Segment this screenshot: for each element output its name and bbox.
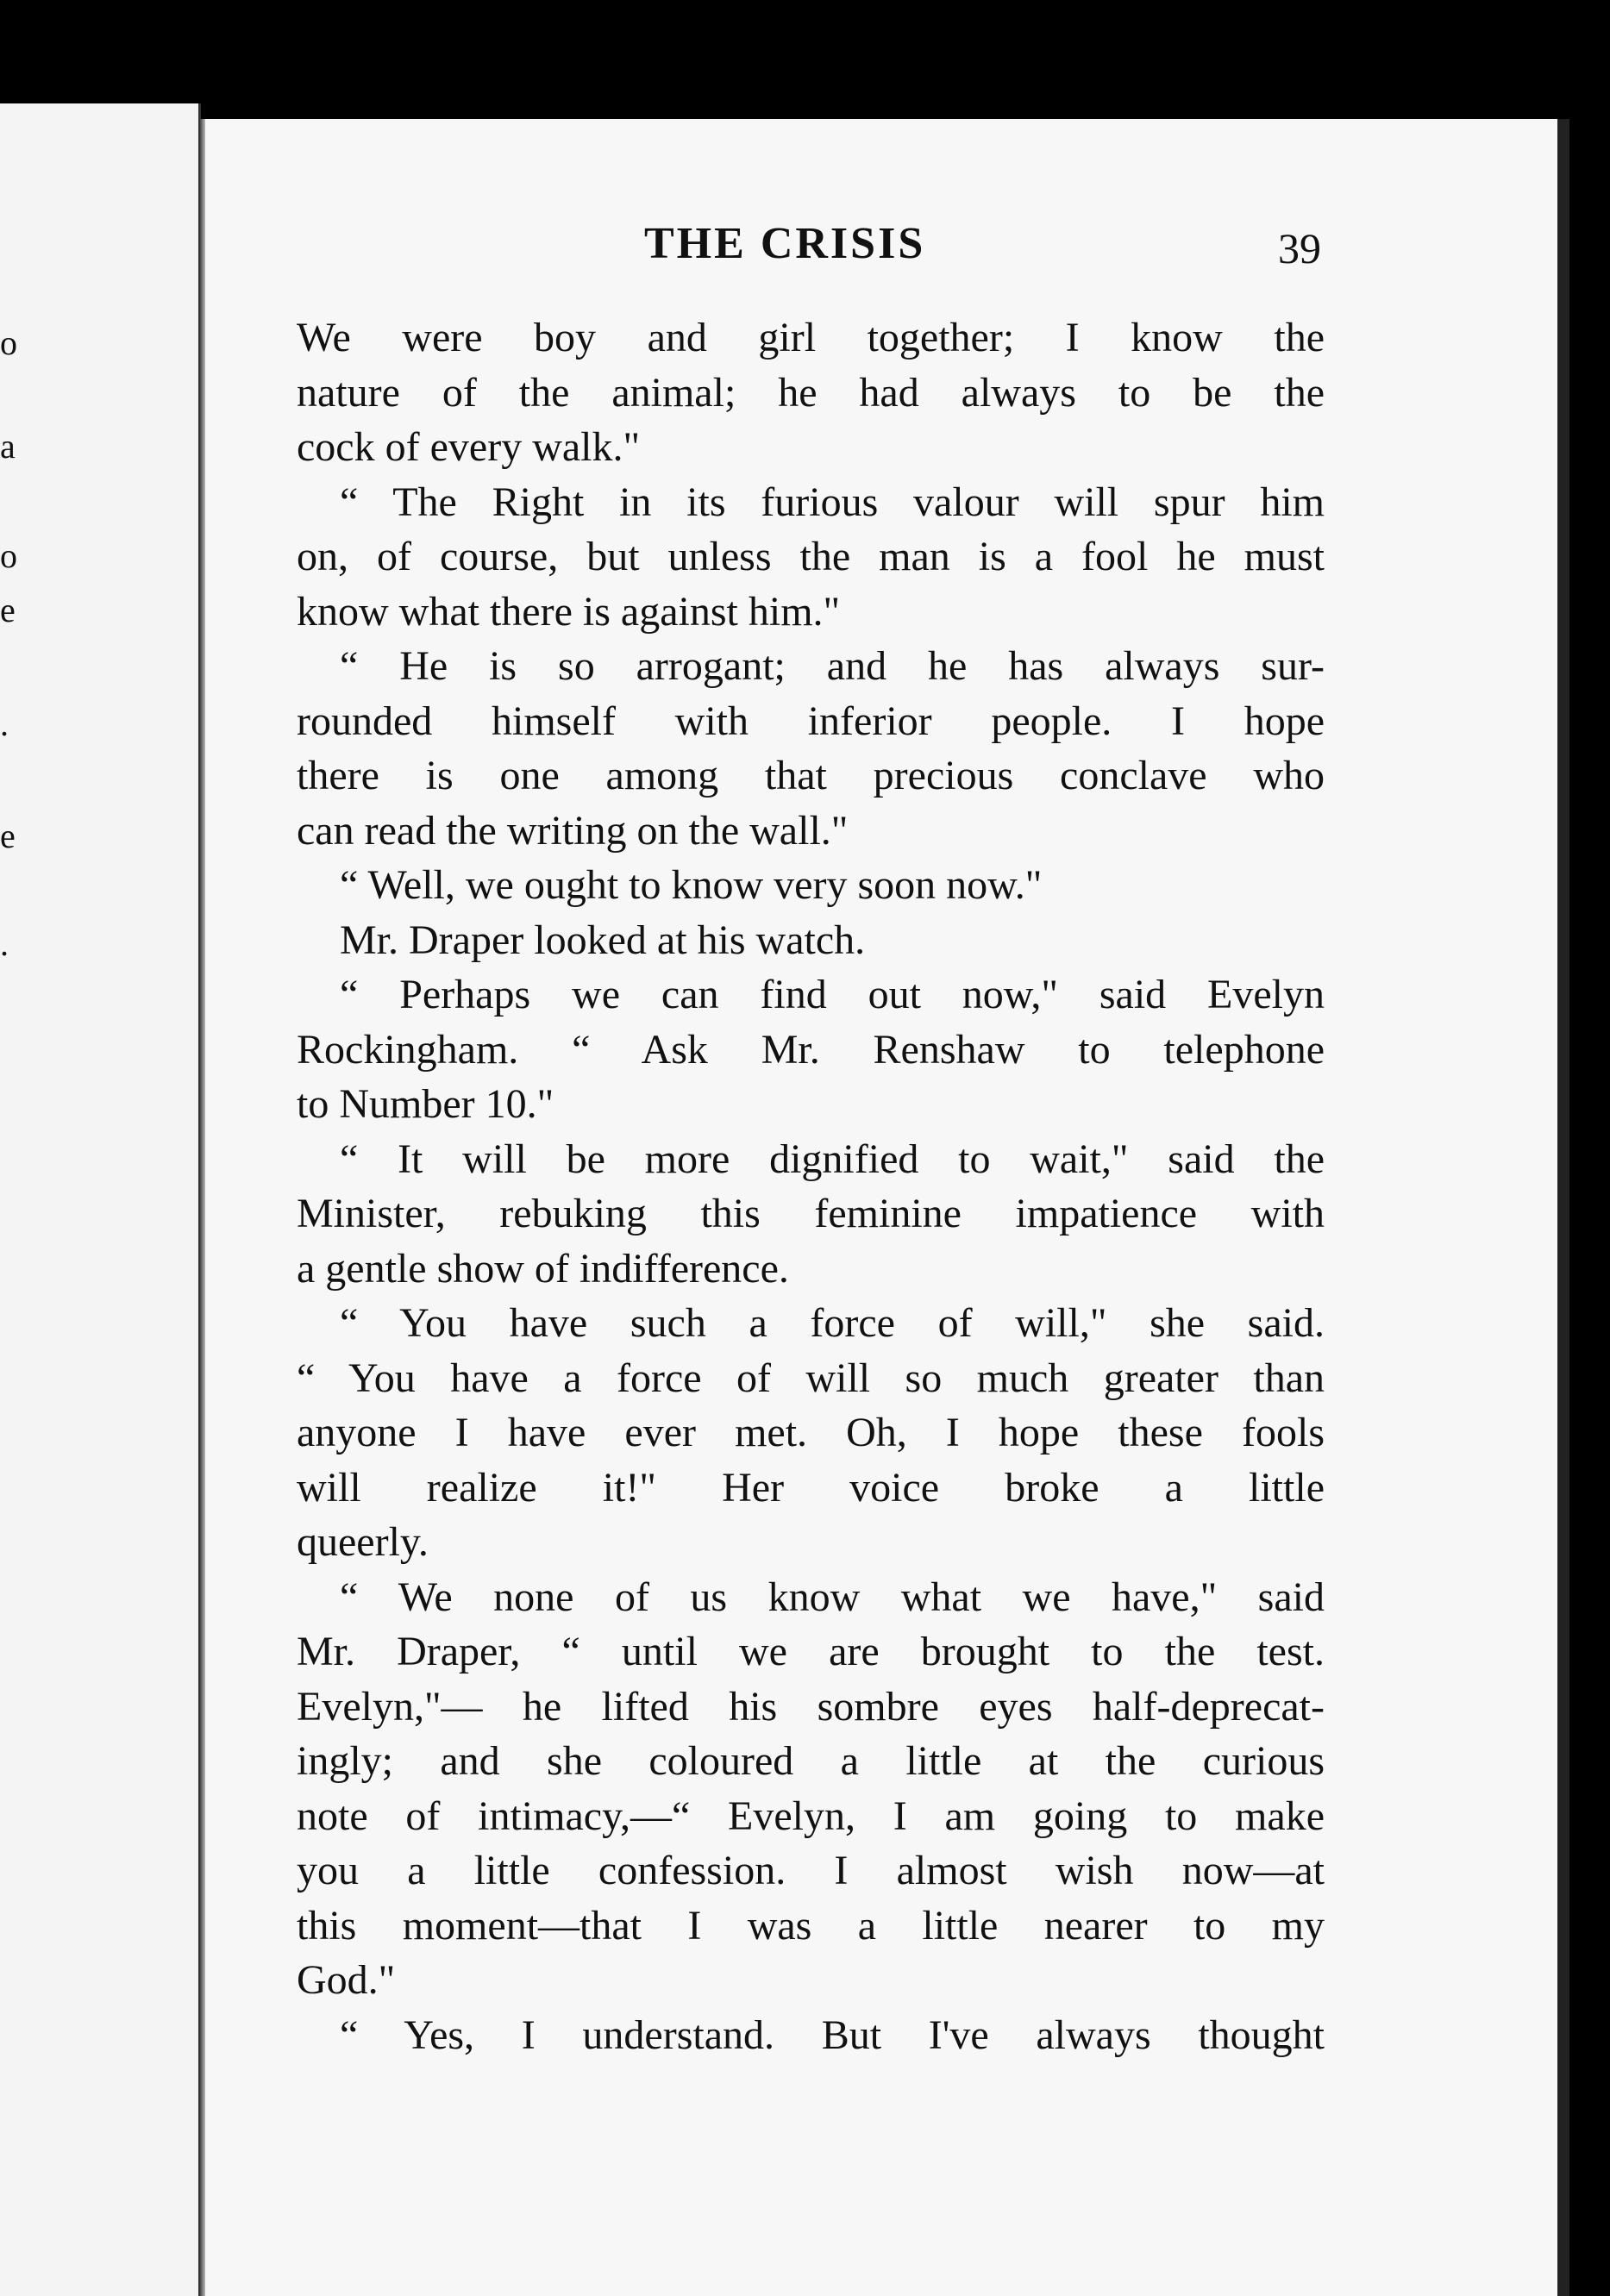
text-line: note of intimacy,—“ Evelyn, I am going to make bbox=[297, 1792, 1325, 1839]
text-line: “ Perhaps we can find out now," said Evelyn bbox=[340, 972, 1325, 1017]
left-page-fragment: a bbox=[0, 427, 16, 466]
page-number: 39 bbox=[1278, 224, 1321, 272]
text-line: We were boy and girl together; I know the bbox=[297, 315, 1325, 360]
text-line: ingly; and she coloured a little at the curious bbox=[297, 1738, 1325, 1784]
text-line: “ He is so arrogant; and he has always sur- bbox=[340, 643, 1325, 689]
text-line: to Number 10." bbox=[297, 1081, 554, 1127]
page-gutter bbox=[200, 119, 205, 2296]
text-line: rounded himself with inferior people. I hope bbox=[297, 698, 1325, 744]
text-line: nature of the animal; he had always to be the bbox=[297, 369, 1325, 416]
page-header bbox=[200, 218, 1569, 278]
text-line: Mr. Draper, “ until we are brought to the test. bbox=[297, 1629, 1325, 1674]
text-line: Rockingham. “ Ask Mr. Renshaw to telephone bbox=[297, 1026, 1325, 1073]
text-line: there is one among that precious conclave who bbox=[297, 753, 1325, 798]
text-line: will realize it!" Her voice broke a little bbox=[297, 1464, 1325, 1511]
text-line: “ The Right in its furious valour will spur him bbox=[340, 479, 1325, 525]
text-line: “ It will be more dignified to wait," said the bbox=[340, 1135, 1325, 1182]
body-text bbox=[297, 310, 1325, 2062]
left-page-edge bbox=[0, 103, 201, 2296]
text-line: know what there is against him." bbox=[297, 588, 841, 635]
text-line: “ Yes, I understand. But I've always thought bbox=[340, 2011, 1325, 2058]
text-line: Mr. Draper looked at his watch. bbox=[340, 917, 866, 963]
text-line: cock of every walk." bbox=[297, 424, 641, 470]
text-line: “ Well, we ought to know very soon now." bbox=[340, 862, 1043, 908]
text-line: queerly. bbox=[297, 1519, 429, 1565]
text-line: this moment—that I was a little nearer to my bbox=[297, 1902, 1325, 1949]
left-page-fragment: . bbox=[0, 924, 9, 963]
text-line: can read the writing on the wall." bbox=[297, 807, 849, 854]
left-page-fragment: . bbox=[0, 704, 9, 743]
book-page bbox=[200, 119, 1569, 2296]
text-line: Evelyn,"— he lifted his sombre eyes half-deprecat- bbox=[297, 1683, 1325, 1730]
text-line: on, of course, but unless the man is a fool he must bbox=[297, 534, 1325, 579]
text-line: you a little confession. I almost wish now—at bbox=[297, 1848, 1325, 1893]
left-page-fragment: o bbox=[0, 536, 17, 575]
text-line: “ You have such a force of will," she said. bbox=[340, 1300, 1325, 1346]
left-page-fragment: o bbox=[0, 323, 17, 362]
text-line: Minister, rebuking this feminine impatience with bbox=[297, 1191, 1325, 1236]
left-page-fragment: e bbox=[0, 816, 16, 855]
text-line: anyone I have ever met. Oh, I hope these fools bbox=[297, 1410, 1325, 1455]
left-page-fragment: e bbox=[0, 591, 16, 629]
text-line: “ We none of us know what we have," said bbox=[340, 1573, 1325, 1620]
running-title: THE CRISIS bbox=[644, 219, 926, 268]
text-line: God." bbox=[297, 1957, 396, 2003]
text-line: a gentle show of indifference. bbox=[297, 1245, 789, 1292]
text-line: “ You have a force of will so much greater than bbox=[297, 1354, 1325, 1401]
